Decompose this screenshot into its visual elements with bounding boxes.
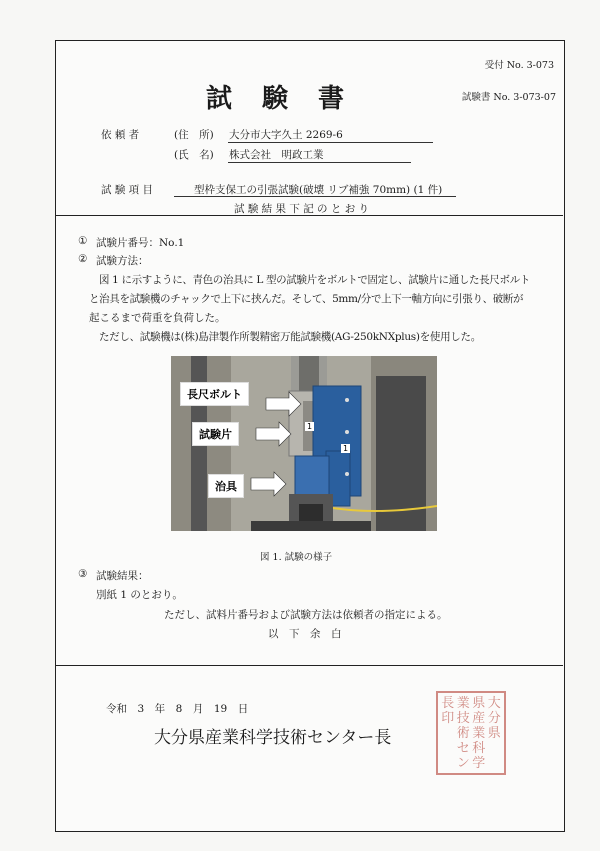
test-item-value: 型枠支保工の引張試験(破壊 リブ補強 70mm) (1 件) [194,184,443,196]
method-line-1: 図 1 に示すように、青色の治具に L 型の試験片をボルトで固定し、試験片に通した長尺ボルト [99,274,530,286]
section-2-text: 試験方法： [96,255,149,267]
section-3-number: ③ [78,568,88,580]
certificate-number: 試験書 No. 3-073-07 [461,92,556,103]
certificate-page [55,40,565,832]
official-seal: 長 業 県 大 印 技 産 分 術 業 県 セ 科 ン 学 [436,691,506,775]
address-value: 大分市大字久土 2269-6 [229,129,343,141]
test-item-label: 試 験 項 目 [101,184,154,196]
method-line-3: 起こるまで荷重を負荷した。 [89,312,226,324]
method-line-2: と治具を試験機のチャックで上下に挟んだ。そして、5mm/分で上下一軸方向に引張り、破断が [89,293,524,305]
section-3-text: 試験結果： [96,570,149,582]
name-value: 株式会社 明政工業 [229,149,324,161]
note-line: ただし、試料片番号および試験方法は依頼者の指定による。 [164,609,448,621]
name-underline [228,162,411,163]
name-label: (氏 名) [174,149,214,161]
header-divider [56,215,563,216]
test-photo [171,356,437,531]
jig-mark: 1 [343,444,349,453]
issuer-name: 大分県産業科学技術センター長 [154,728,392,748]
receipt-number: 受付 No. 3-073 [484,60,554,71]
footer-divider [56,665,563,666]
figure-caption: 図 1. 試験の様子 [260,552,333,563]
result-line: 別紙 1 のとおり。 [96,589,183,601]
results-intro: 試 験 結 果 下 記 の と お り [234,203,370,215]
callout-specimen: 試験片 [193,423,238,445]
callout-long-bolt: 長尺ボルト [181,383,248,405]
section-2-number: ② [78,253,88,265]
requester-label: 依 頼 者 [101,129,140,141]
end-line: 以 下 余 白 [268,628,342,640]
address-label: (住 所) [174,129,214,141]
section-1-text: 試験片番号：No.1 [96,237,185,249]
callout-jig: 治具 [209,475,243,497]
test-item-underline [174,196,456,197]
issue-date: 令和 3 年 8 月 19 日 [106,703,249,715]
document-title: 試験書 [206,84,375,114]
address-underline [228,142,433,143]
method-line-4: ただし、試験機は(株)島津製作所製精密万能試験機(AG-250kNXplus)を使用した。 [99,331,481,343]
specimen-mark: 1 [307,422,313,431]
section-1-number: ① [78,235,88,247]
